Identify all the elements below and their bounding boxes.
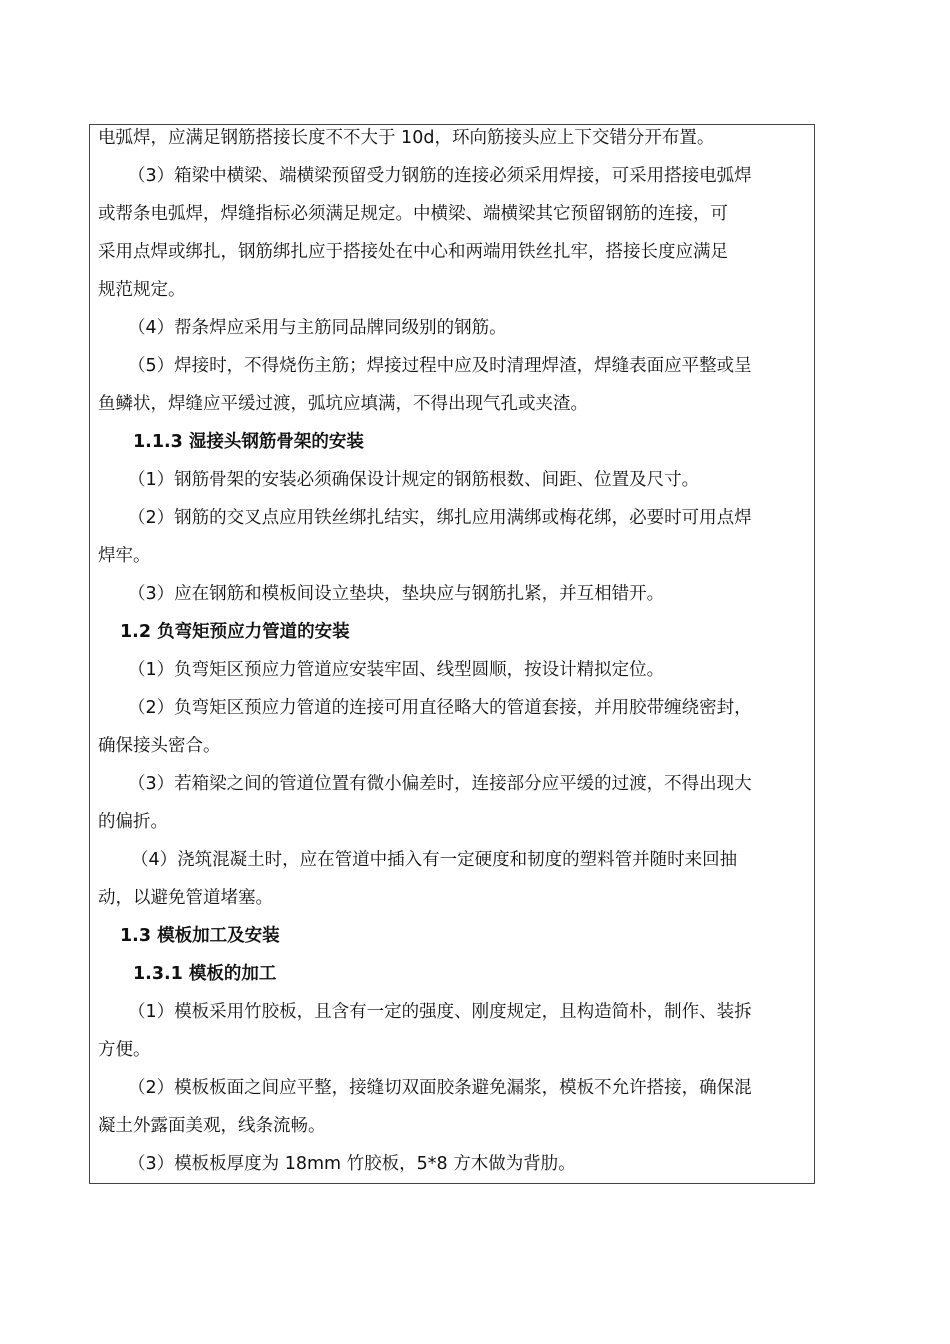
paragraph-line: 或帮条电弧焊，焊缝指标必须满足规定。中横梁、端横梁其它预留钢筋的连接，可 (98, 204, 728, 224)
paragraph-line: 的偏折。 (98, 812, 168, 832)
paragraph-line: 采用点焊或绑扎，钢筋绑扎应于搭接处在中心和两端用铁丝扎牢，搭接长度应满足 (98, 242, 728, 262)
document-frame (89, 124, 815, 1184)
section-heading: 1.3.1 模板的加工 (133, 964, 277, 984)
paragraph-line: （2）钢筋的交叉点应用铁丝绑扎结实，绑扎应用满绑或梅花绑，必要时可用点焊 (128, 508, 752, 528)
paragraph-line: （4）帮条焊应采用与主筋同品牌同级别的钢筋。 (128, 318, 507, 338)
paragraph-line: （1）钢筋骨架的安装必须确保设计规定的钢筋根数、间距、位置及尺寸。 (128, 470, 700, 490)
paragraph-line: （4）浇筑混凝土时，应在管道中插入有一定硬度和韧度的塑料管并随时来回抽 (131, 850, 738, 870)
paragraph-line: （3）若箱梁之间的管道位置有微小偏差时，连接部分应平缓的过渡，不得出现大 (128, 774, 752, 794)
paragraph-line: 鱼鳞状，焊缝应平缓过渡，弧坑应填满，不得出现气孔或夹渣。 (98, 394, 588, 414)
paragraph-line: （3）模板板厚度为 18mm 竹胶板，5*8 方木做为背肋。 (128, 1154, 576, 1174)
section-heading: 1.1.3 湿接头钢筋骨架的安装 (133, 432, 364, 452)
paragraph-line: （3）箱梁中横梁、端横梁预留受力钢筋的连接必须采用焊接，可采用搭接电弧焊 (128, 166, 752, 186)
paragraph-line: （5）焊接时，不得烧伤主筋；焊接过程中应及时清理焊渣，焊缝表面应平整或呈 (128, 356, 752, 376)
paragraph-line: （1）负弯矩区预应力管道应安装牢固、线型圆顺，按设计精拟定位。 (128, 660, 665, 680)
paragraph-line: （3）应在钢筋和模板间设立垫块，垫块应与钢筋扎紧，并互相错开。 (128, 584, 665, 604)
paragraph-line: （2）负弯矩区预应力管道的连接可用直径略大的管道套接，并用胶带缠绕密封， (128, 698, 752, 718)
paragraph-line: 凝土外露面美观，线条流畅。 (98, 1116, 326, 1136)
section-heading: 1.2 负弯矩预应力管道的安装 (120, 622, 350, 642)
paragraph-line: 动，以避免管道堵塞。 (98, 888, 273, 908)
paragraph-line: （2）模板板面之间应平整，接缝切双面胶条避免漏浆，模板不允许搭接，确保混 (128, 1078, 752, 1098)
section-heading: 1.3 模板加工及安装 (120, 926, 280, 946)
paragraph-line: 焊牢。 (98, 546, 151, 566)
paragraph-line: 规范规定。 (98, 280, 186, 300)
paragraph-line: 方便。 (98, 1040, 151, 1060)
paragraph-line: 确保接头密合。 (98, 736, 221, 756)
paragraph-line: 电弧焊，应满足钢筋搭接长度不不大于 10d，环向筋接头应上下交错分开布置。 (98, 128, 715, 148)
paragraph-line: （1）模板采用竹胶板，且含有一定的强度、刚度规定，且构造简朴，制作、装拆 (128, 1002, 752, 1022)
